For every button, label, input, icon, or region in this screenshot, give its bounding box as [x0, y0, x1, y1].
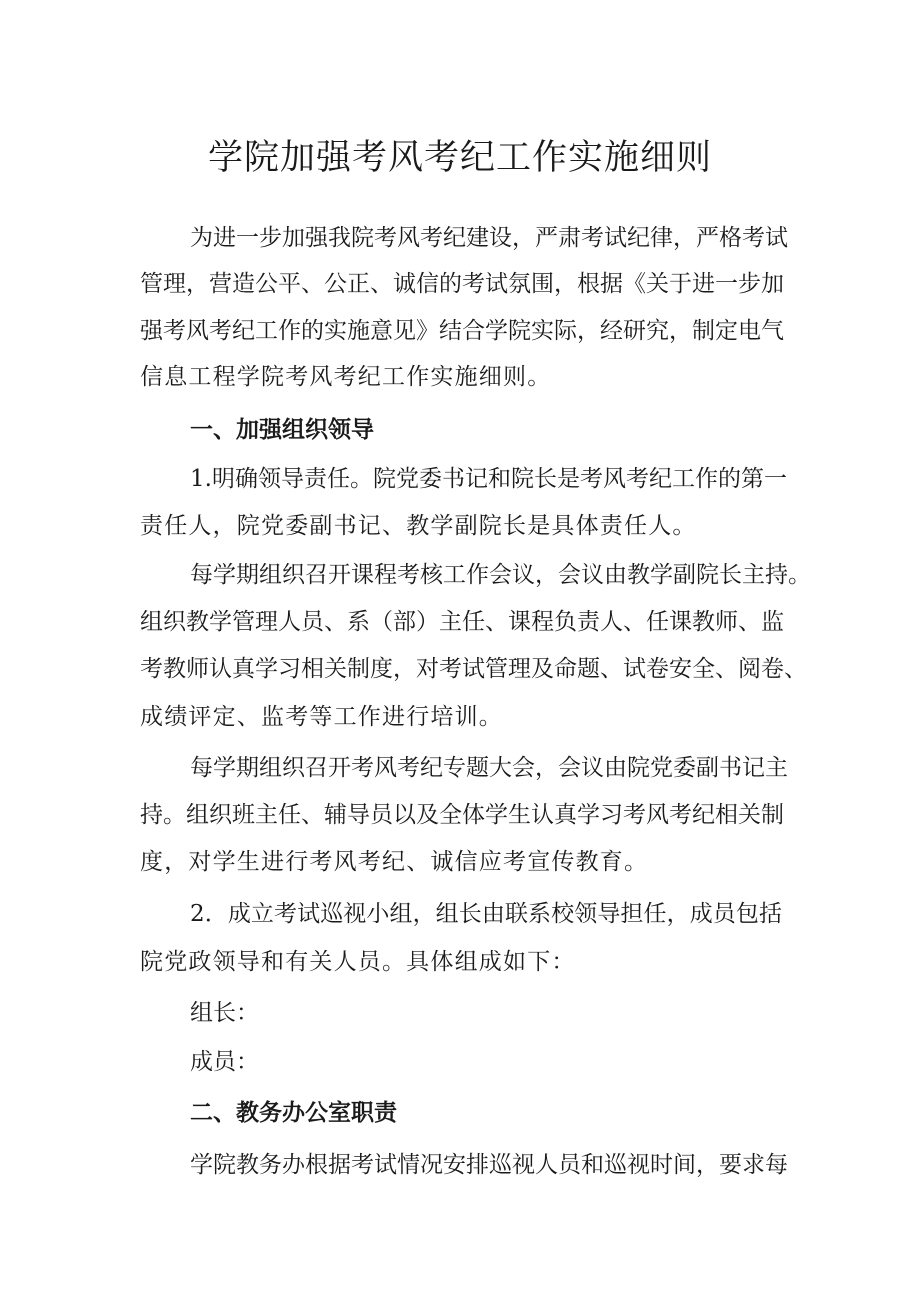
paragraph-line: 组织教学管理人员、系（部）主任、课程负责人、任课教师、监 [140, 609, 784, 635]
paragraph-line: 院党政领导和有关人员。具体组成如下： [140, 949, 576, 975]
paragraph-line: 每学期组织召开课程考核工作会议，会议由教学副院长主持。 [190, 562, 811, 588]
paragraph-line: 度，对学生进行考风考纪、诚信应考宣传教育。 [140, 849, 649, 875]
section-heading-1: 一、加强组织领导 [190, 417, 374, 443]
paragraph-line: 成绩评定、监考等工作进行培训。 [140, 704, 503, 730]
group-members-label: 成员： [190, 1049, 259, 1075]
paragraph-line: 每学期组织召开考风考纪专题大会，会议由院党委副书记主 [190, 755, 788, 781]
paragraph-line: 2．成立考试巡视小组，组长由联系校领导担任，成员包括 [190, 901, 782, 927]
paragraph-line: 强考风考纪工作的实施意见》结合学院实际，经研究，制定电气 [140, 318, 784, 344]
paragraph-line: 信息工程学院考风考纪工作实施细则。 [140, 364, 552, 390]
paragraph-line: 1.明确领导责任。院党委书记和院长是考风考纪工作的第一 [190, 466, 787, 492]
paragraph-line: 考教师认真学习相关制度，对考试管理及命题、试卷安全、阅卷、 [140, 656, 807, 682]
document-title: 学院加强考风考纪工作实施细则 [207, 138, 712, 178]
group-leader-label: 组长： [190, 1000, 259, 1026]
paragraph-line: 管理，营造公平、公正、诚信的考试氛围，根据《关于进一步加 [140, 271, 784, 297]
paragraph-line: 责任人，院党委副书记、教学副院长是具体责任人。 [140, 513, 697, 539]
paragraph-line: 为进一步加强我院考风考纪建设，严肃考试纪律，严格考试 [190, 225, 788, 251]
section-heading-2: 二、教务办公室职责 [190, 1100, 397, 1126]
paragraph-line: 持。组织班主任、辅导员以及全体学生认真学习考风考纪相关制 [140, 802, 784, 828]
paragraph-line: 学院教务办根据考试情况安排巡视人员和巡视时间，要求每 [190, 1152, 788, 1178]
